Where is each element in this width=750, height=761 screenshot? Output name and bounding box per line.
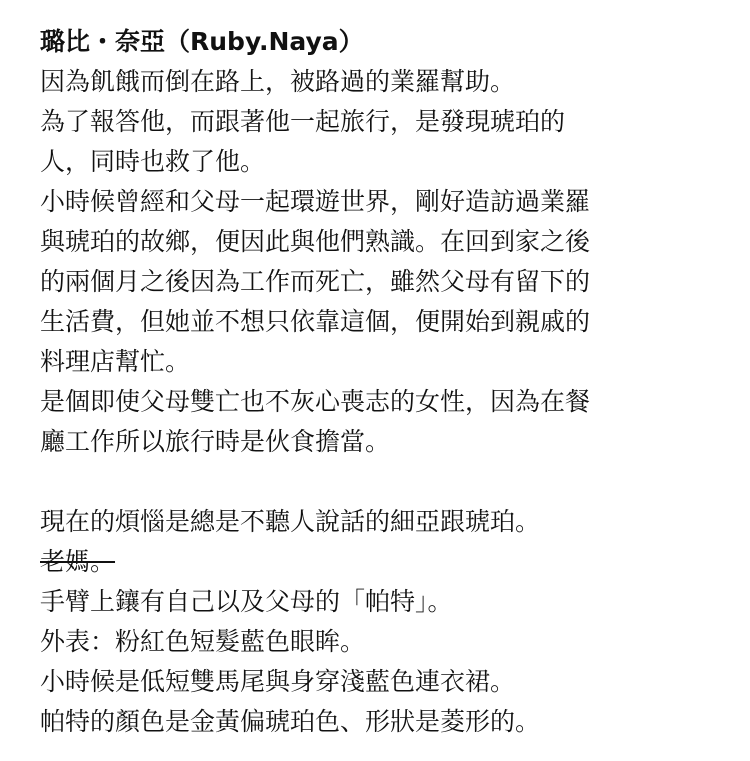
text-line-14: 手臂上鑲有自己以及父母的「帕特」。 xyxy=(40,587,453,616)
text-line-9: 是個即使父母雙亡也不灰心喪志的女性，因為在餐 xyxy=(40,387,591,416)
text-line-8: 料理店幫忙。 xyxy=(40,347,191,376)
text-line-12: 現在的煩惱是總是不聽人說話的細亞跟琥珀。 xyxy=(40,507,541,536)
text-line-6: 的兩個月之後因為工作而死亡，雖然父母有留下的 xyxy=(40,267,591,296)
text-line-10: 廳工作所以旅行時是伙食擔當。 xyxy=(40,427,391,456)
text-line-16: 小時候是低短雙馬尾與身穿淺藍色連衣裙。 xyxy=(40,667,516,696)
text-line-7: 生活費，但她並不想只依靠這個，便開始到親戚的 xyxy=(40,307,591,336)
text-line-15: 外表：粉紅色短髮藍色眼眸。 xyxy=(40,627,366,656)
text-line-17: 帕特的顏色是金黃偏琥珀色、形狀是菱形的。 xyxy=(40,707,541,736)
text-line-4: 小時候曾經和父母一起環遊世界，剛好造訪過業羅 xyxy=(40,187,591,216)
text-line-3: 人，同時也救了他。 xyxy=(40,147,266,176)
text-line-5: 與琥珀的故鄉，便因此與他們熟識。在回到家之後 xyxy=(40,227,591,256)
blank-line xyxy=(40,462,750,502)
strikethrough-line: 老媽。 xyxy=(40,547,116,576)
text-line-1: 因為飢餓而倒在路上，被路過的業羅幫助。 xyxy=(40,67,516,96)
text-line-2: 為了報答他，而跟著他一起旅行，是發現琥珀的 xyxy=(40,107,566,136)
character-title: 璐比・奈亞（Ruby.Naya） xyxy=(40,27,364,56)
